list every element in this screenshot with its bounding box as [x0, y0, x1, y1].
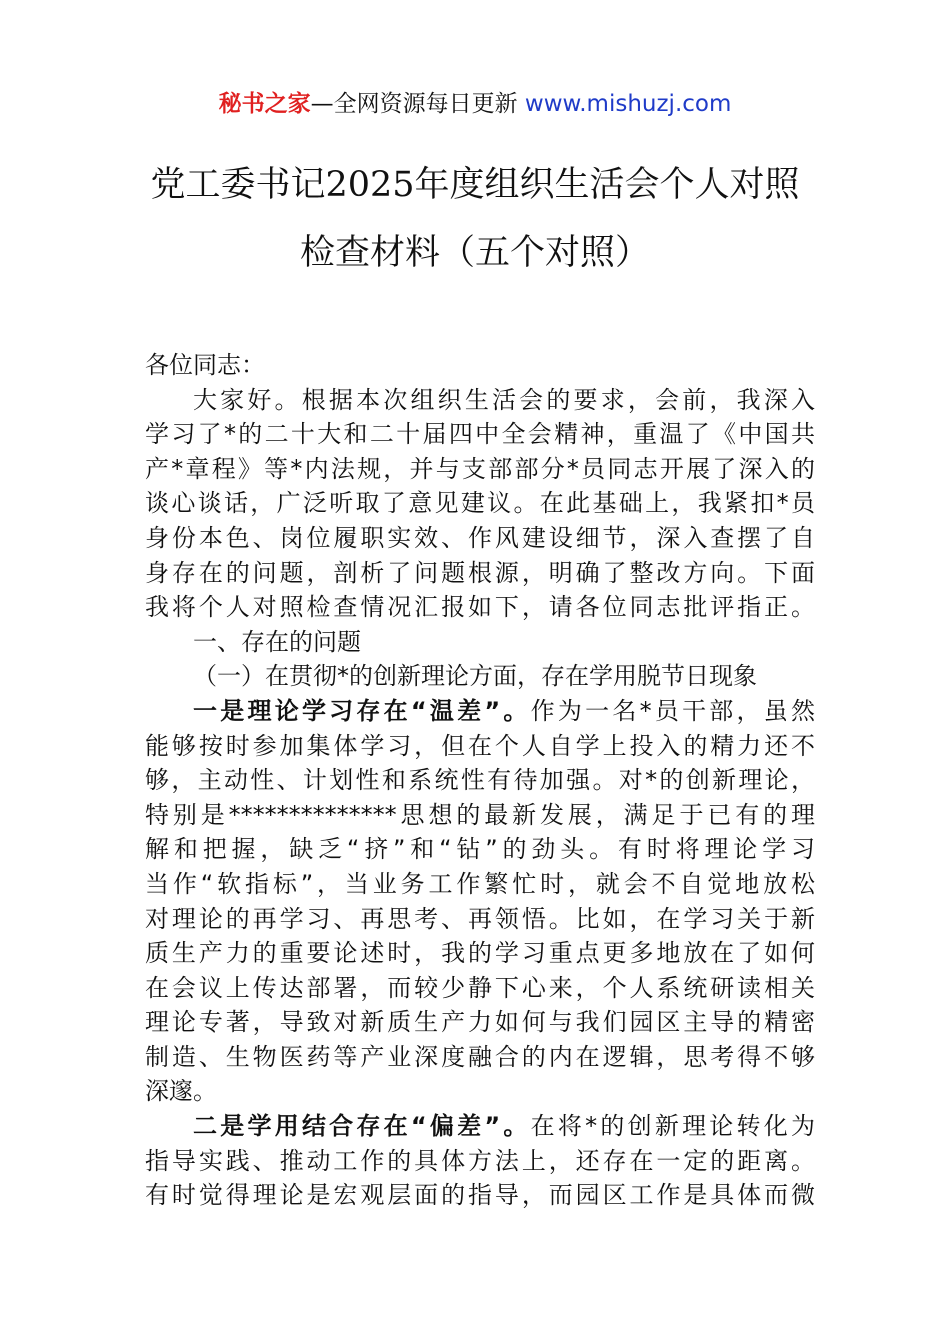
intro-line: 身存在的问题，剖析了问题根源，明确了整改方向。下面	[145, 558, 815, 587]
intro-line: 我将个人对照检查情况汇报如下，请各位同志批评指正。	[145, 593, 815, 622]
point-1-line: 理论专著，导致对新质生产力如何与我们园区主导的精密	[145, 1008, 815, 1037]
point-1-line: 制造、生物医药等产业深度融合的内在逻辑，思考得不够	[145, 1042, 815, 1071]
point-1-line: 质生产力的重要论述时，我的学习重点更多地放在了如何	[145, 939, 815, 968]
section-heading: 一、存在的问题	[193, 627, 361, 656]
point-1-first-rest: 作为一名*员干部，虽然	[530, 696, 815, 725]
point-1-line: 能够按时参加集体学习，但在个人自学上投入的精力还不	[145, 731, 815, 760]
point-1-line: 在会议上传达部署，而较少静下心来，个人系统研读相关	[145, 973, 815, 1002]
site-brand: 秘书之家	[218, 91, 311, 117]
point-1-lead: 一是理论学习存在“温差”。	[193, 696, 531, 725]
document-body	[145, 348, 815, 1213]
salutation: 各位同志：	[145, 351, 265, 379]
point-2-first-line	[145, 1109, 815, 1144]
intro-line: 大家好。根据本次组织生活会的要求，会前，我深入	[193, 385, 815, 414]
intro-line: 身份本色、岗位履职实效、作风建设细节，深入查摆了自	[145, 523, 815, 552]
intro-line: 学习了*的二十大和二十届四中全会精神，重温了《中国共	[145, 420, 815, 449]
point-1-first-line	[145, 694, 815, 729]
point-1-line: 够，主动性、计划性和系统性有待加强。对*的创新理论，	[145, 766, 815, 795]
point-2-line: 指导实践、推动工作的具体方法上，还存在一定的距离。	[145, 1146, 815, 1175]
point-1-line: 特别是**************思想的最新发展，满足于已有的理	[145, 800, 815, 829]
point-2-lead: 二是学用结合存在“偏差”。	[193, 1112, 531, 1141]
point-1-line: 对理论的再学习、再思考、再领悟。比如，在学习关于新	[145, 904, 815, 933]
intro-line: 谈心谈话，广泛听取了意见建议。在此基础上，我紧扣*员	[145, 489, 815, 518]
site-slogan: —全网资源每日更新	[310, 91, 525, 117]
point-1-line: 当作“软指标”，当业务工作繁忙时，就会不自觉地放松	[145, 869, 815, 898]
document-title-line-1: 党工委书记2025年度组织生活会个人对照	[150, 165, 800, 205]
point-2-first-rest: 在将*的创新理论转化为	[530, 1112, 815, 1141]
intro-line: 产*章程》等*内法规，并与支部部分*员同志开展了深入的	[145, 454, 815, 483]
point-1-last-line: 深邃。	[145, 1077, 217, 1106]
point-2-line: 有时觉得理论是宏观层面的指导，而园区工作是具体而微	[145, 1181, 815, 1210]
section-subheading: （一）在贯彻*的创新理论方面，存在学用脱节日现象	[193, 662, 757, 691]
document-title-line-2: 检查材料（五个对照）	[299, 233, 650, 273]
site-header	[0, 86, 950, 122]
site-url-link[interactable]: www.mishuzj.com	[524, 91, 732, 117]
point-1-line: 解和把握，缺乏“挤”和“钻”的劲头。有时将理论学习	[145, 835, 815, 864]
